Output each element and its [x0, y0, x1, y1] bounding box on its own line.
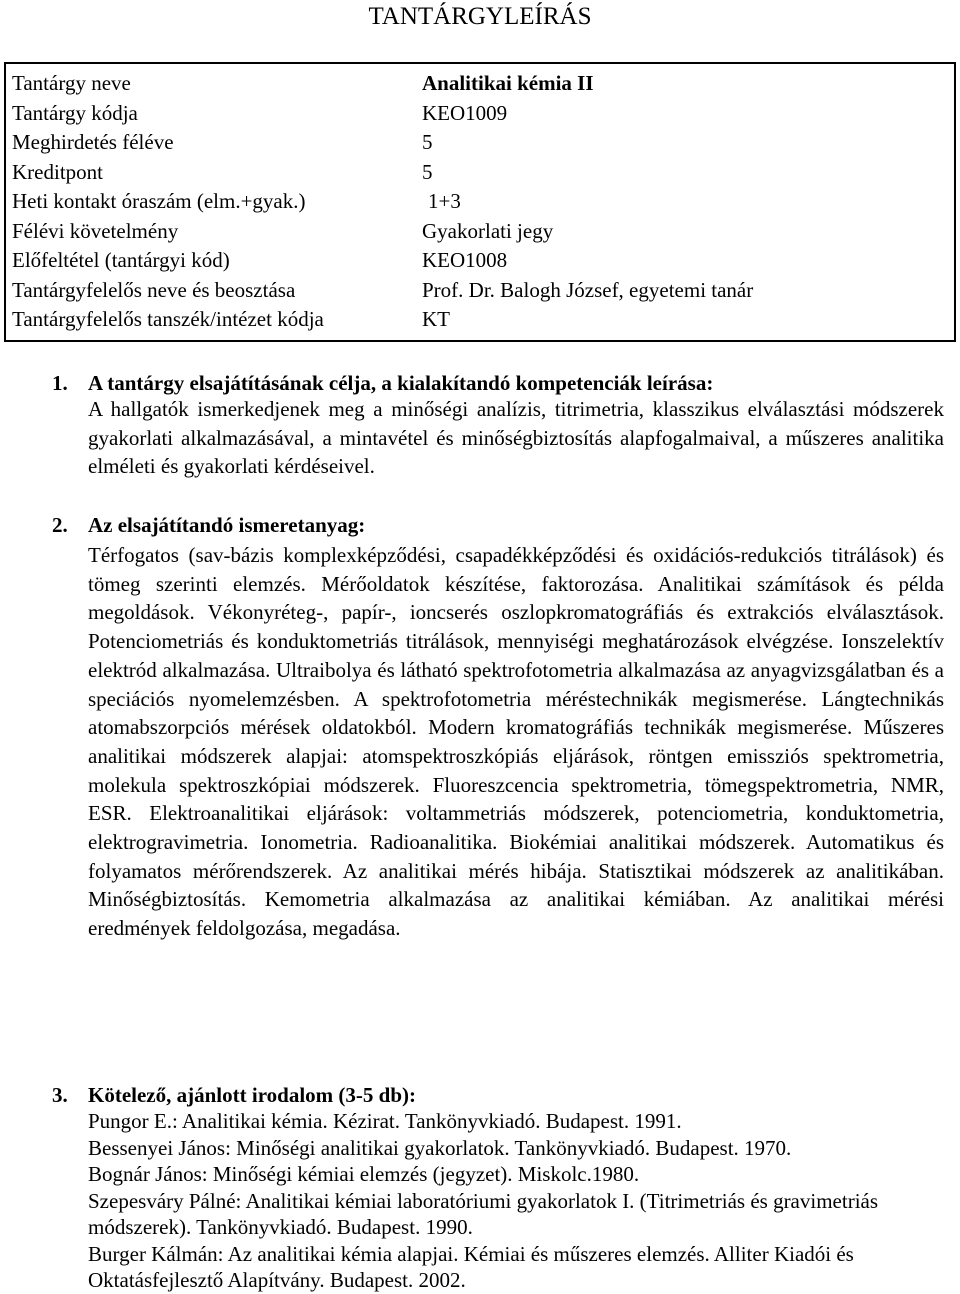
info-label: Meghirdetés féléve — [12, 130, 174, 154]
literature-item: Szepesváry Pálné: Analitikai kémiai laboratóriumi gyakorlatok I. (Titrimetriás és gravimetriás módszerek). Tankönyvkiadó. Budapest. 1990. — [88, 1188, 879, 1239]
info-row-credits — [6, 157, 954, 187]
section-1-heading — [52, 370, 713, 396]
info-label: Tantárgyfelelős neve és beosztása — [12, 278, 296, 302]
section-title: A tantárgy elsajátításának célja, a kialakítandó kompetenciák leírása: — [88, 371, 714, 395]
info-value-responsible: Prof. Dr. Balogh József, egyetemi tanár — [422, 278, 754, 302]
section-3-heading — [52, 1082, 416, 1108]
info-row-course-code — [6, 98, 954, 128]
info-row-weekly-hours — [6, 186, 954, 216]
info-value-credits: 5 — [422, 160, 433, 184]
section-number: 1. — [52, 371, 68, 395]
info-row-semester — [6, 127, 954, 157]
info-row-requirement — [6, 216, 954, 246]
info-value-weekly-hours: 1+3 — [428, 189, 461, 213]
section-number: 3. — [52, 1083, 68, 1107]
info-label: Félévi követelmény — [12, 219, 179, 243]
info-row-course-name — [6, 68, 954, 98]
info-value-course-code: KEO1009 — [422, 101, 508, 125]
info-value-requirement: Gyakorlati jegy — [422, 219, 554, 243]
course-info-table — [4, 62, 956, 342]
literature-list — [88, 1108, 944, 1294]
info-value-semester: 5 — [422, 130, 433, 154]
info-label: Tantárgy neve — [12, 71, 131, 95]
section-title: Kötelező, ajánlott irodalom (3-5 db): — [88, 1083, 416, 1107]
info-value-department: KT — [422, 307, 450, 331]
info-value-course-name: Analitikai kémia II — [422, 71, 594, 95]
literature-item: Bessenyei János: Minőségi analitikai gyakorlatok. Tankönyvkiadó. Budapest. 1970. — [88, 1135, 792, 1160]
info-row-responsible — [6, 275, 954, 305]
section-number: 2. — [52, 513, 68, 537]
section-2-body: Térfogatos (sav-bázis komplexképződési, csapadékképződési és oxidációs-redukciós titrálások) és tömeg szerinti elemzés. Mérőoldatok készítése, faktorozása. Analitikai számítások és példa megoldások. Vékonyréteg-, papír-, ioncserés oszlopkromatográfiás és extrakciós elválasztások. Potenciometriás és konduktometriás titrálások, mennyiségi meghatározások elvégzése. Ionszelektív elektród alkalmazása. Ultraibolya és látható spektrofotometria alkalmazása az anyagvizsgálatban és a speciációs nyomelemzésben. A spektrofotometria méréstechnikák megismerése. Lángtechnikás atomabszorpciós mérések oldatokból. Modern kromatográfiás technikák megismerése. Műszeres analitikai módszerek alapjai: atomspektroszkópiás eljárások, röntgen emissziós spektrometria, molekula spektroszkópiai módszerek. Fluoreszcencia spektrometria, tömegspektrometria, NMR, ESR. Elektroanalitikai eljárások: voltammetriás módszerek, potenciometria, konduktometria, elektrogravimetria. Ionometria. Radioanalitika. Biokémiai analitikai módszerek. Automatikus és folyamatos mérőrendszerek. Az analitikai mérés hibája. Statisztikai módszerek az analitikában. Minőségbiztosítás. Kemometria alkalmazása az analitikai kémiában. Az analitikai mérési eredmények feldolgozása, megadása. — [88, 543, 944, 941]
page-title: TANTÁRGYLEÍRÁS — [368, 3, 592, 30]
section-title: Az elsajátítandó ismeretanyag: — [88, 513, 366, 537]
info-label: Előfeltétel (tantárgyi kód) — [12, 248, 230, 272]
info-label: Heti kontakt óraszám (elm.+gyak.) — [12, 189, 306, 213]
literature-item: Bognár János: Minőségi kémiai elemzés (jegyzet). Miskolc.1980. — [88, 1162, 640, 1186]
info-label: Kreditpont — [12, 160, 103, 184]
info-row-department — [6, 304, 954, 334]
literature-item: Burger Kálmán: Az analitikai kémia alapjai. Kémiai és műszeres elemzés. Alliter Kiadói és Oktatásfejlesztő Alapítvány. Budapest. 2002. — [88, 1241, 854, 1292]
section-1-body: A hallgatók ismerkedjenek meg a minőségi analízis, titrimetria, klasszikus elválasztási módszerek gyakorlati alkalmazásával, a mintavétel és minőségbiztosítás alapfogalmaival, a műszeres analitika elméleti és gyakorlati kérdéseivel. — [88, 397, 944, 479]
section-2-heading — [52, 512, 365, 538]
info-row-prerequisite — [6, 245, 954, 275]
info-label: Tantárgy kódja — [12, 101, 138, 125]
info-label: Tantárgyfelelős tanszék/intézet kódja — [12, 307, 324, 331]
literature-item: Pungor E.: Analitikai kémia. Kézirat. Tankönyvkiadó. Budapest. 1991. — [88, 1109, 682, 1133]
info-value-prerequisite: KEO1008 — [422, 248, 508, 272]
